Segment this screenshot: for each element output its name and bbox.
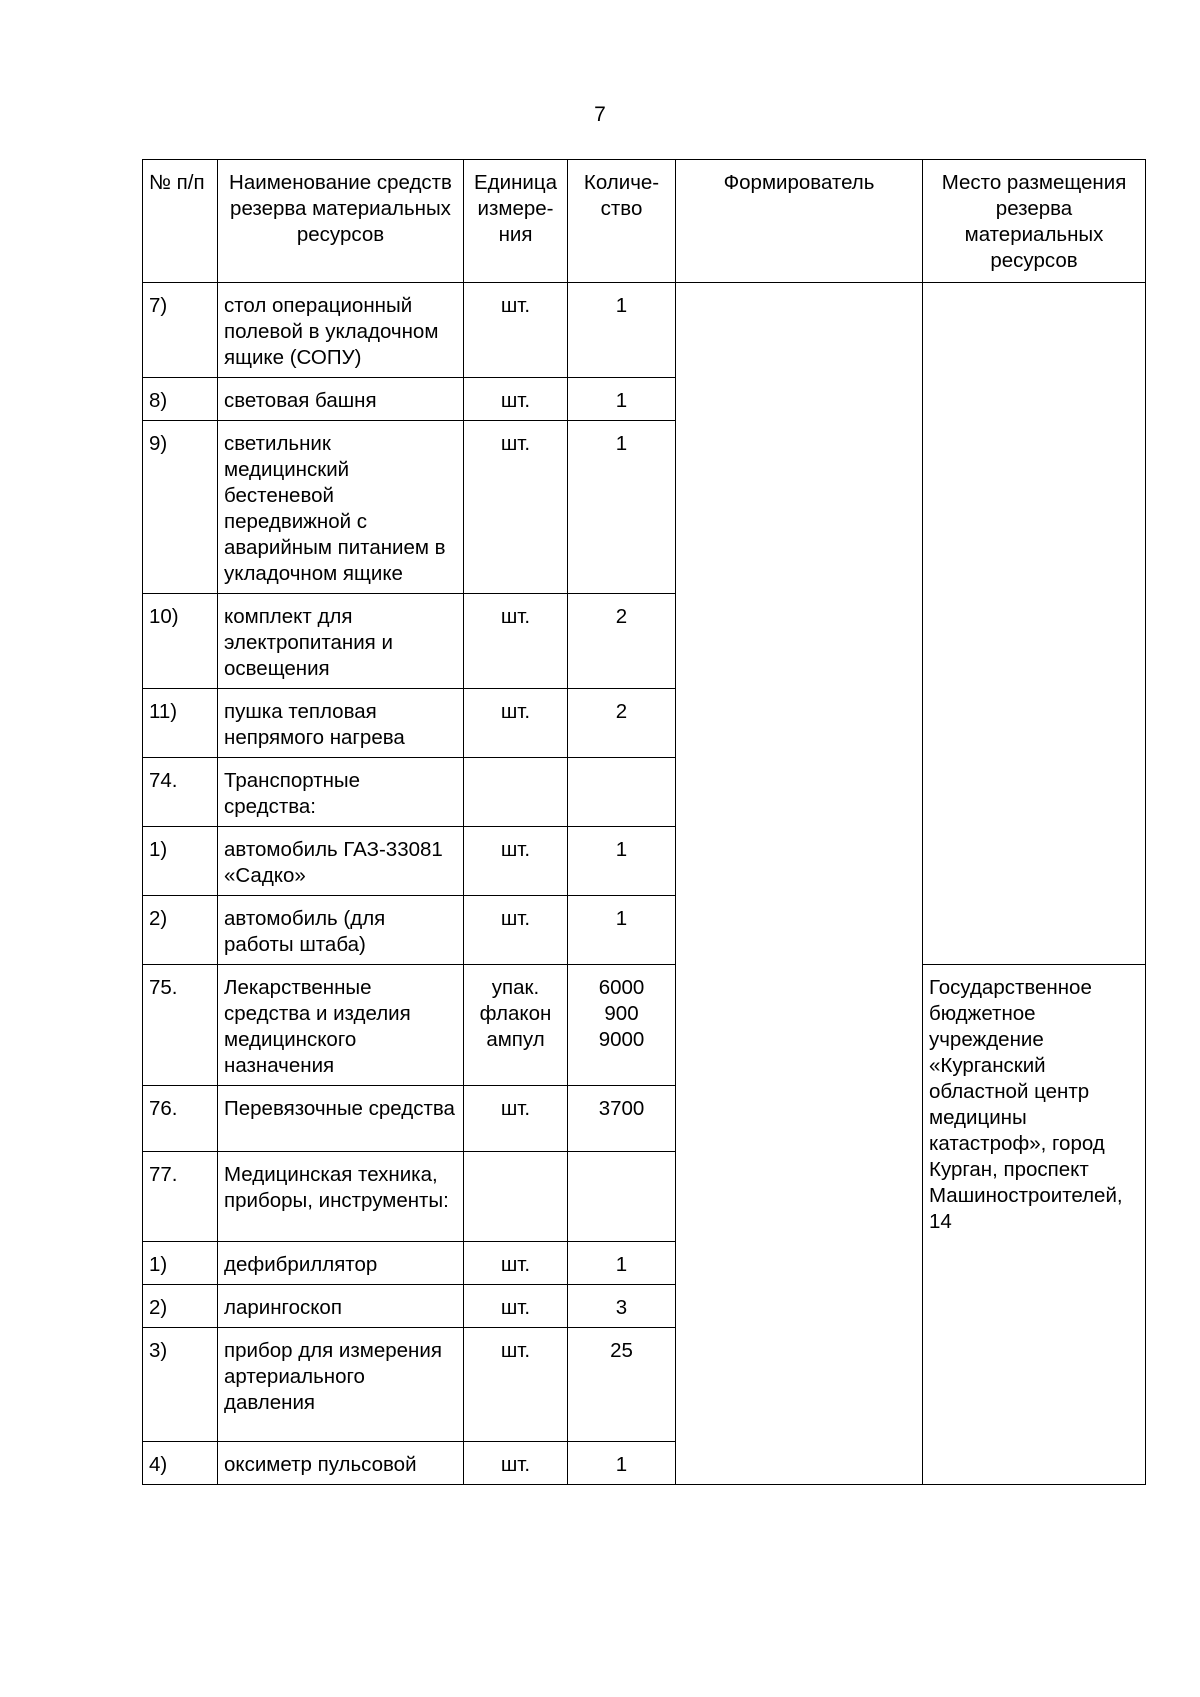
row-number: 9) [143,421,218,594]
unit-value: шт. [500,1253,531,1276]
header-qty: Количе-ство [568,160,676,283]
item-quantity [568,689,676,758]
header-unit: Единица измере-ния [464,160,568,283]
quantity-value: 6000 [598,976,645,999]
unit-value: шт. [500,432,531,455]
quantity-value: 1 [615,294,628,317]
item-unit [464,1086,568,1152]
row-number: 74. [143,758,218,827]
unit-value: шт. [500,605,531,628]
header-former: Формирователь [676,160,923,283]
row-number: 77. [143,1152,218,1242]
item-quantity [568,896,676,965]
row-number: 1) [143,827,218,896]
table-body [143,283,1146,1485]
item-unit [464,827,568,896]
item-unit [464,283,568,378]
unit-value: ампул [486,1028,545,1051]
item-name: светильник медицинский бестеневой передвижной с аварийным питанием в укладочном ящике [218,421,464,594]
quantity-value: 1 [615,432,628,455]
unit-value: шт. [500,389,531,412]
place-cell-upper [923,283,1146,965]
quantity-value: 25 [610,1339,633,1362]
item-unit [464,1442,568,1485]
item-quantity [568,283,676,378]
row-number: 11) [143,689,218,758]
item-unit [464,1285,568,1328]
row-number: 2) [143,896,218,965]
quantity-value: 1 [615,1253,628,1276]
item-name: прибор для измерения артериального давления [218,1328,464,1442]
item-quantity [568,1442,676,1485]
header-place: Место размещения резерва материальных ресурсов [923,160,1146,283]
quantity-value: 2 [615,605,628,628]
item-name: стол операционный полевой в укладочном ящике (СОПУ) [218,283,464,378]
item-unit [464,689,568,758]
row-number: 4) [143,1442,218,1485]
header-name: Наименование средств резерва материальных ресурсов [218,160,464,283]
item-quantity [568,758,676,827]
item-quantity [568,1242,676,1285]
item-name: автомобиль (для работы штаба) [218,896,464,965]
header-num: № п/п [143,160,218,283]
quantity-value: 1 [615,838,628,861]
item-unit [464,1242,568,1285]
row-number: 7) [143,283,218,378]
item-name: пушка тепловая непрямого нагрева [218,689,464,758]
item-quantity [568,1285,676,1328]
unit-value: шт. [500,1453,531,1476]
item-unit [464,1152,568,1242]
item-unit [464,378,568,421]
table-header [143,160,1146,283]
item-quantity [568,1152,676,1242]
item-quantity [568,378,676,421]
row-number: 1) [143,1242,218,1285]
item-quantity [568,421,676,594]
item-name: Перевязочные средства [218,1086,464,1152]
quantity-value: 3 [615,1296,628,1319]
row-number: 76. [143,1086,218,1152]
item-unit [464,1328,568,1442]
item-name: Транспортные средства: [218,758,464,827]
quantity-value: 2 [615,700,628,723]
row-number: 10) [143,594,218,689]
row-number: 8) [143,378,218,421]
item-name: Медицинская техника, приборы, инструменты: [218,1152,464,1242]
header-row [143,160,1146,283]
unit-value: шт. [500,838,531,861]
item-unit [464,965,568,1086]
quantity-value: 3700 [598,1097,645,1120]
unit-value: шт. [500,1339,531,1362]
unit-value: шт. [500,700,531,723]
unit-value: шт. [500,294,531,317]
item-name: Лекарственные средства и изделия медицинского назначения [218,965,464,1086]
reserve-table [142,159,1146,1485]
item-quantity [568,965,676,1086]
table-row [143,965,1146,1086]
item-name: автомобиль ГАЗ-33081 «Садко» [218,827,464,896]
item-unit [464,758,568,827]
unit-value: шт. [500,1097,531,1120]
row-number: 2) [143,1285,218,1328]
quantity-value: 1 [615,907,628,930]
item-name: комплект для электропитания и освещения [218,594,464,689]
quantity-value: 900 [604,1002,639,1025]
item-name: световая башня [218,378,464,421]
item-quantity [568,827,676,896]
unit-value: шт. [500,1296,531,1319]
item-unit [464,896,568,965]
quantity-value: 1 [615,1453,628,1476]
item-unit [464,421,568,594]
quantity-value: 9000 [598,1028,645,1051]
page-number: 7 [594,103,606,126]
unit-value: шт. [500,907,531,930]
row-number: 3) [143,1328,218,1442]
quantity-value: 1 [615,389,628,412]
item-quantity [568,1328,676,1442]
row-number: 75. [143,965,218,1086]
item-name: дефибриллятор [218,1242,464,1285]
item-name: оксиметр пульсовой [218,1442,464,1485]
item-unit [464,594,568,689]
table-row [143,283,1146,378]
unit-value: упак. [491,976,540,999]
item-name: ларингоскоп [218,1285,464,1328]
item-quantity [568,594,676,689]
place-cell-lower: Государственное бюджетное учреждение «Курганский областной центр медицины катастроф», город Курган, проспект Машиностроителей, 14 [923,965,1146,1485]
unit-value: флакон [479,1002,552,1025]
item-quantity [568,1086,676,1152]
former-cell [676,283,923,1485]
